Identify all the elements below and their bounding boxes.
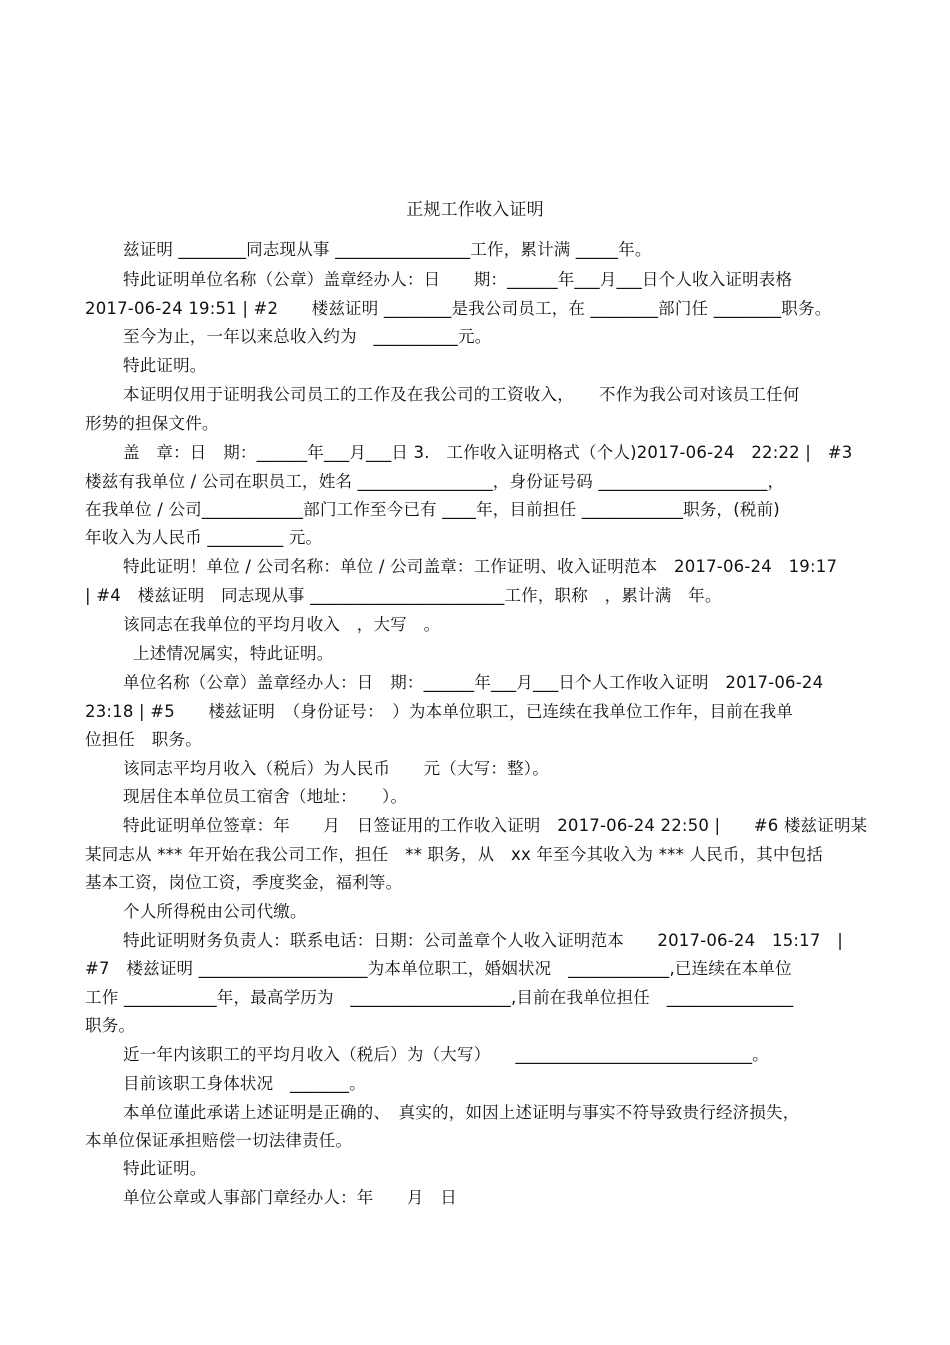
document-title: 正规工作收入证明 [406,200,544,220]
paragraph-line: 兹证明 ________同志现从事 ________________工作，累计满 _____年。 [123,240,652,259]
paragraph-line: 某同志从 *** 年开始在我公司工作，担任 ** 职务，从 xx 年至今其收入为 *** 人民币，其中包括 [85,845,824,864]
paragraph-line: 本单位谨此承诺上述证明是正确的、 真实的，如因上述证明与事实不符导致贵行经济损失， [123,1103,800,1122]
paragraph-line: 23:18 | #5 楼兹证明 （身份证号： ）为本单位职工，已连续在我单位工作年，目前在我单 [85,702,794,721]
paragraph-line: 位担任 职务。 [85,730,202,749]
paragraph-line: 楼兹有我单位 / 公司在职员工，姓名 ________________，身份证号码 ____________________， [85,472,785,491]
paragraph-line: | #4 楼兹证明 同志现从事 _______________________工作，职称 ，累计满 年。 [85,586,722,605]
paragraph-line: 特此证明。 [123,1159,207,1178]
paragraph-line: 年收入为人民币 _________ 元。 [85,528,323,547]
paragraph-line: 本证明仅用于证明我公司员工的工作及在我公司的工资收入， 不作为我公司对该员工任何 [123,385,800,404]
paragraph-line: 现居住本单位员工宿舍（地址： ）。 [123,787,408,806]
paragraph-line: 该同志平均月收入（税后）为人民币 元（大写：整）。 [123,759,549,778]
paragraph-line: 该同志在我单位的平均月收入 ，大写 。 [123,615,441,634]
paragraph-line: 工作 ___________年，最高学历为 ___________________,目前在我单位担任 _______________ [85,988,794,1007]
paragraph-line: 至今为止，一年以来总收入约为 __________元。 [123,327,492,346]
paragraph-line: 个人所得税由公司代缴。 [123,902,307,921]
paragraph-line: 目前该职工身体状况 _______。 [123,1074,366,1093]
paragraph-line: 职务。 [85,1016,136,1035]
paragraph-line: 2017-06-24 19:51 | #2 楼兹证明 ________是我公司员工，在 ________部门任 ________职务。 [85,299,832,318]
paragraph-line: 特此证明。 [123,356,207,375]
paragraph-line: 在我单位 / 公司____________部门工作至今已有 ____年，目前担任 ____________职务，(税前) [85,500,780,519]
paragraph-line: 基本工资，岗位工资，季度奖金，福利等。 [85,873,403,892]
paragraph-line: 盖 章：日 期：______年___月___日 3. 工作收入证明格式（个人)2017-06-24 22:22 | #3 [123,443,853,462]
paragraph-line: #7 楼兹证明 ____________________为本单位职工，婚姻状况 ____________,已连续在本单位 [85,959,792,978]
paragraph-line: 特此证明单位名称（公章）盖章经办人：日 期：______年___月___日个人收入证明表格 [123,270,793,289]
paragraph-line: 单位名称（公章）盖章经办人：日 期：______年___月___日个人工作收入证明 2017-06-24 [123,673,824,692]
paragraph-line: 近一年内该职工的平均月收入（税后）为（大写） ____________________________。 [123,1045,769,1064]
paragraph-line: 特此证明单位签章：年 月 日签证用的工作收入证明 2017-06-24 22:50 | #6 楼兹证明某 [123,816,868,835]
paragraph-line: 本单位保证承担赔偿一切法律责任。 [85,1131,353,1150]
paragraph-line: 特此证明财务负责人：联系电话：日期：公司盖章个人收入证明范本 2017-06-24 15:17 | [123,931,843,950]
paragraph-line: 单位公章或人事部门章经办人：年 月 日 [123,1188,457,1207]
paragraph-line: 上述情况属实，特此证明。 [133,644,334,663]
paragraph-line: 特此证明！单位 / 公司名称：单位 / 公司盖章：工作证明、收入证明范本 2017-06-24 19:17 [123,557,838,576]
paragraph-line: 形势的担保文件。 [85,414,219,433]
